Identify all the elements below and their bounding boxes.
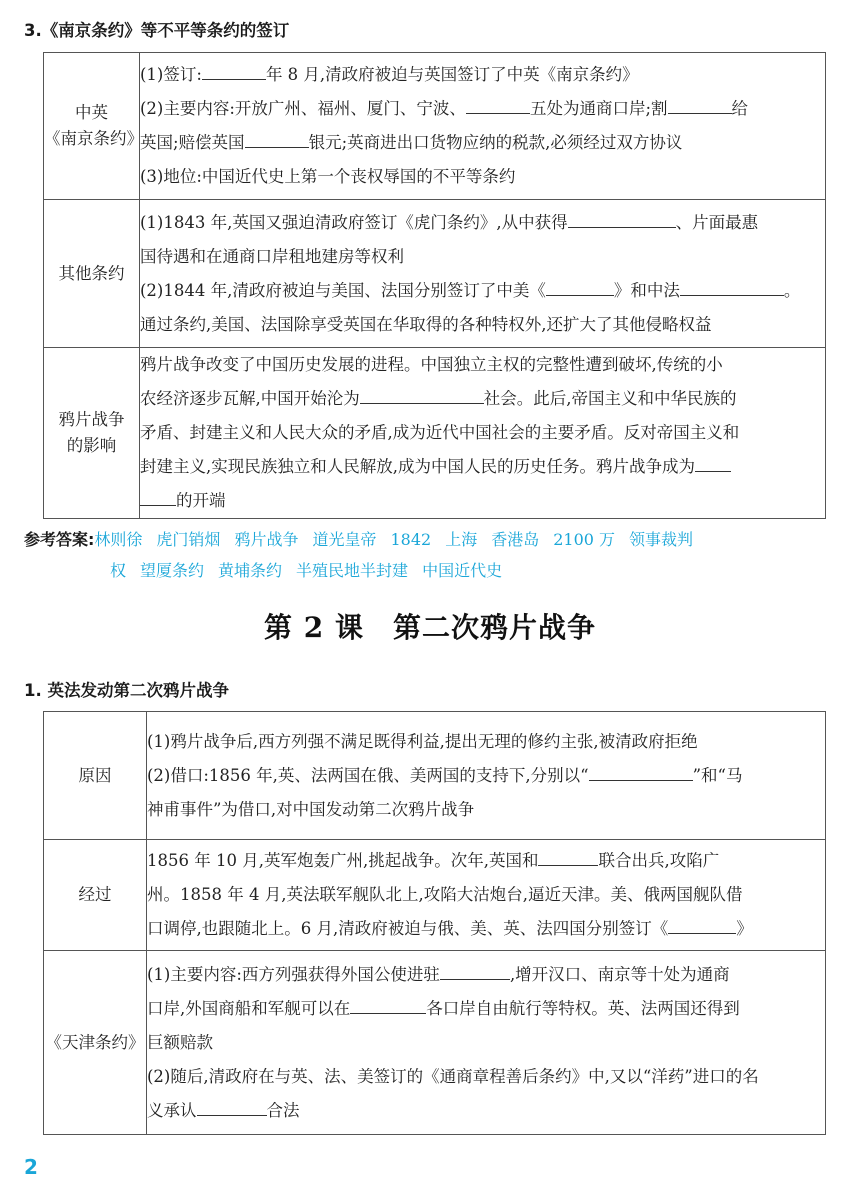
table-row <box>44 712 826 840</box>
text-segment: 社会。此后,帝国主义和中华民族的 <box>483 389 737 408</box>
text-line <box>140 450 825 484</box>
text-segment: 五处为通商口岸;割 <box>529 99 668 118</box>
answer-item: 香港岛 <box>491 530 540 549</box>
fill-blank <box>350 996 426 1014</box>
fill-blank <box>538 848 598 866</box>
row-label <box>44 840 147 951</box>
text-segment: ”和“马 <box>692 765 743 785</box>
text-segment: 口调停,也跟随北上。6 月,清政府被迫与俄、美、英、法四国分别签订《 <box>147 919 669 938</box>
text-segment: 。 <box>783 280 801 300</box>
answer-item: 2100 万 <box>553 530 616 549</box>
table-row <box>44 200 826 348</box>
text-line <box>147 793 825 827</box>
text-line <box>140 308 825 342</box>
text-segment: 1856 年 10 月,英军炮轰广州,挑起战争。次年,英国和 <box>147 851 539 870</box>
text-segment: 》 <box>736 919 753 938</box>
text-segment: 巨额赔款 <box>147 1032 213 1052</box>
text-segment: (3)地位:中国近代史上第一个丧权辱国的不平等条约 <box>140 167 516 186</box>
answer-item: 望厦条约 <box>140 561 205 580</box>
text-segment: (1)签订: <box>140 65 202 84</box>
answer-item: 林则徐 <box>94 530 143 549</box>
section-1-title: 1. 英法发动第二次鸦片战争 <box>24 681 229 700</box>
text-segment: 各口岸自由航行等特权。英、法两国还得到 <box>426 998 740 1018</box>
row-label-line: 《天津条约》 <box>45 1032 145 1052</box>
row-label-line: 中英 <box>75 103 108 122</box>
text-segment: 州。1858 年 4 月,英法联军舰队北上,攻陷大沽炮台,逼近天津。美、俄两国舰队借 <box>147 885 743 904</box>
text-line <box>140 382 825 416</box>
answer-row-1 <box>24 524 836 555</box>
answer-item: 虎门销烟 <box>156 530 221 549</box>
text-line <box>147 912 825 946</box>
section-3-title: 3.《南京条约》等不平等条约的签订 <box>24 21 290 40</box>
text-line <box>140 206 825 240</box>
text-segment: ,增开汉口、南京等十处为通商 <box>509 964 730 984</box>
row-label <box>44 712 147 840</box>
fill-blank <box>202 62 266 80</box>
table-row <box>44 840 826 951</box>
text-line <box>147 844 825 878</box>
table-row <box>44 951 826 1135</box>
row-content <box>140 200 826 348</box>
text-segment: 农经济逐步瓦解,中国开始沦为 <box>140 389 360 408</box>
table-row <box>44 53 826 200</box>
text-line <box>147 1094 825 1128</box>
page-number: 2 <box>24 1155 38 1179</box>
text-segment: 联合出兵,攻陷广 <box>598 851 720 870</box>
text-segment: (2)随后,清政府在与英、法、美签订的《通商章程善后条约》中,又以“洋药”进口的名 <box>147 1066 759 1086</box>
fill-blank <box>140 488 176 506</box>
fill-blank <box>360 386 484 404</box>
row-label-line: 的影响 <box>66 436 117 455</box>
text-line <box>147 759 825 793</box>
table-row <box>44 348 826 519</box>
text-line <box>147 958 825 992</box>
answer-item: 权 <box>110 561 127 580</box>
text-line <box>147 878 825 912</box>
text-line <box>147 1026 825 1060</box>
text-segment: 鸦片战争改变了中国历史发展的进程。中国独立主权的完整性遭到破坏,传统的小 <box>140 355 723 374</box>
text-segment: 通过条约,美国、法国除享受英国在华取得的各种特权外,还扩大了其他侵略权益 <box>140 314 712 334</box>
fill-blank <box>695 454 731 472</box>
text-segment: 给 <box>731 99 748 118</box>
text-line <box>140 484 825 518</box>
text-segment: 矛盾、封建主义和人民大众的矛盾,成为近代中国社会的主要矛盾。反对帝国主义和 <box>140 423 740 442</box>
answer-item: 1842 <box>390 530 432 549</box>
text-line <box>140 274 825 308</box>
text-segment: 、片面最惠 <box>675 212 759 232</box>
fill-blank <box>546 278 614 296</box>
text-line <box>140 240 825 274</box>
nanjing-treaty-table <box>43 52 826 519</box>
row-label-line: 经过 <box>78 885 112 904</box>
text-segment: (1)鸦片战争后,西方列强不满足既得利益,提出无理的修约主张,被清政府拒绝 <box>147 731 698 751</box>
text-line <box>140 348 825 382</box>
text-line <box>147 992 825 1026</box>
text-segment: (2)借口:1856 年,英、法两国在俄、美两国的支持下,分别以“ <box>147 765 589 785</box>
answer-item: 上海 <box>445 530 478 549</box>
row-label-line: 原因 <box>78 765 112 785</box>
answer-item: 道光皇帝 <box>312 530 377 549</box>
row-label <box>44 200 140 348</box>
text-segment: 的开端 <box>176 491 226 510</box>
text-segment: (1)1843 年,英国又强迫清政府签订《虎门条约》,从中获得 <box>140 212 568 232</box>
text-segment: 口岸,外国商船和军舰可以在 <box>147 998 351 1018</box>
text-line <box>140 92 825 126</box>
fill-blank <box>589 763 693 781</box>
fill-blank <box>568 210 676 228</box>
fill-blank <box>245 130 309 148</box>
row-label <box>44 951 147 1135</box>
row-label-line: 其他条约 <box>58 263 125 283</box>
row-label <box>44 53 143 200</box>
text-segment: 英国;赔偿英国 <box>140 133 245 152</box>
answer-item: 中国近代史 <box>422 561 503 580</box>
row-label <box>44 348 140 519</box>
text-segment: 》和中法 <box>613 280 680 300</box>
row-label-line: 《南京条约》 <box>44 129 143 148</box>
text-segment: 封建主义,实现民族独立和人民解放,成为中国人民的历史任务。鸦片战争成为 <box>140 457 695 476</box>
answer-label: 参考答案: <box>24 530 95 549</box>
text-line <box>147 1060 825 1094</box>
row-content <box>140 53 826 200</box>
fill-blank <box>197 1098 267 1116</box>
text-line <box>147 725 825 759</box>
text-segment: (2)1844 年,清政府被迫与美国、法国分别签订了中美《 <box>140 280 546 300</box>
row-label-line: 鸦片战争 <box>58 410 125 429</box>
text-segment: 银元;英商进出口货物应纳的税款,必须经过双方协议 <box>308 133 683 152</box>
text-line <box>140 416 825 450</box>
text-line <box>140 126 825 160</box>
text-segment: 义承认 <box>147 1100 197 1120</box>
answer-item: 半殖民地半封建 <box>296 561 409 580</box>
answer-item: 黄埔条约 <box>218 561 283 580</box>
text-segment: 年 8 月,清政府被迫与英国签订了中英《南京条约》 <box>265 65 639 84</box>
fill-blank <box>440 962 510 980</box>
answer-item: 领事裁判 <box>629 530 694 549</box>
lesson-title: 第 2 课 第二次鸦片战争 <box>264 611 596 644</box>
text-segment: (1)主要内容:西方列强获得外国公使进驻 <box>147 964 440 984</box>
text-segment: 国待遇和在通商口岸租地建房等权利 <box>140 246 404 266</box>
text-segment: 神甫事件”为借口,对中国发动第二次鸦片战争 <box>147 799 475 819</box>
second-opium-war-table <box>43 711 826 1135</box>
row-content <box>147 840 826 951</box>
text-segment: 合法 <box>266 1100 300 1120</box>
answer-row-2 <box>24 555 836 586</box>
text-segment: (2)主要内容:开放广州、福州、厦门、宁波、 <box>140 99 466 118</box>
fill-blank <box>668 916 736 934</box>
text-line <box>140 58 825 92</box>
row-content <box>147 951 826 1135</box>
row-content <box>147 712 826 840</box>
answer-item: 鸦片战争 <box>234 530 299 549</box>
fill-blank <box>466 96 530 114</box>
fill-blank <box>680 278 784 296</box>
row-content <box>140 348 826 519</box>
fill-blank <box>668 96 732 114</box>
reference-answers <box>24 524 836 586</box>
text-line <box>140 160 825 194</box>
